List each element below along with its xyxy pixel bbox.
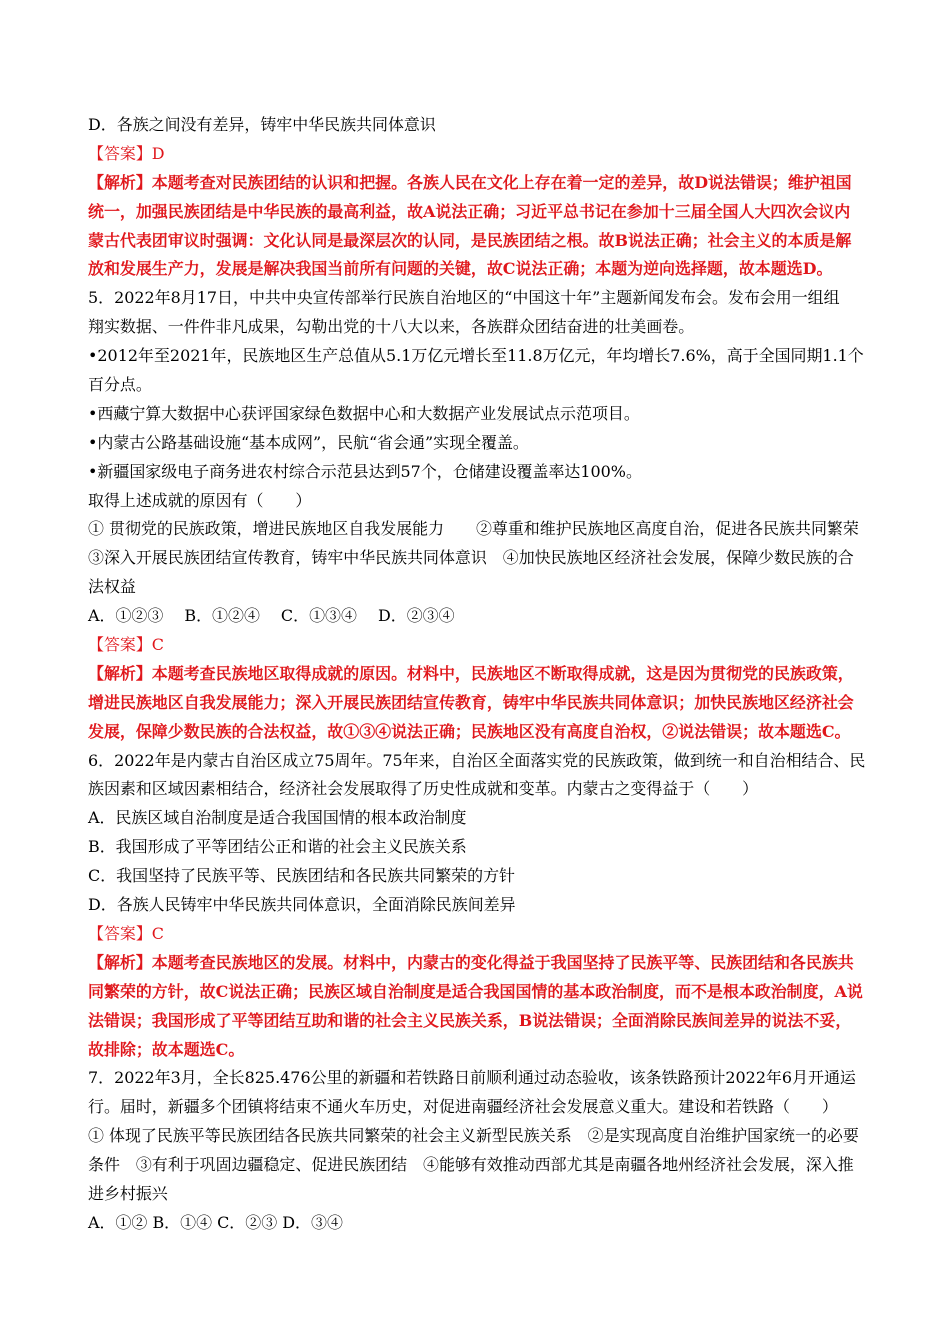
analysis-line: 增进民族地区自我发展能力；深入开展民族团结宣传教育，铸牢中华民族共同体意识；加快民族地区经济社会 bbox=[88, 692, 854, 712]
analysis-line: 发展，保障少数民族的合法权益，故①③④说法正确；民族地区没有高度自治权，②说法错误；故本题选C。 bbox=[88, 721, 851, 741]
text-line: ① 体现了民族平等民族团结各民族共同繁荣的社会主义新型民族关系 ②是实现高度自治维护国家统一的必要 bbox=[88, 1126, 859, 1146]
text-line: ① 贯彻党的民族政策，增进民族地区自我发展能力 ②尊重和维护民族地区高度自治，促进各民族共同繁荣 bbox=[88, 519, 859, 539]
answer-line: 【答案】D bbox=[88, 143, 165, 163]
text-line: •内蒙古公路基础设施“基本成网”，民航“省会通”实现全覆盖。 bbox=[88, 432, 529, 452]
analysis-line: 【解析】本题考查对民族团结的认识和把握。各族人民在文化上存在着一定的差异，故D说法错误；维护祖国 bbox=[88, 172, 852, 192]
analysis-line: 故排除；故本题选C。 bbox=[88, 1039, 245, 1059]
text-line: ③深入开展民族团结宣传教育，铸牢中华民族共同体意识 ④加快民族地区经济社会发展，保障少数民族的合 bbox=[88, 548, 854, 568]
analysis-line: 放和发展生产力，发展是解决我国当前所有问题的关键，故C说法正确；本题为逆向选择题，故本题选D。 bbox=[88, 259, 833, 279]
text-line: •2012年至2021年，民族地区生产总值从5.1万亿元增长至11.8万亿元，年均增长7.6%，高于全国同期1.1个 bbox=[88, 346, 864, 366]
text-line: 6．2022年是内蒙古自治区成立75周年。75年来，自治区全面落实党的民族政策，做到统一和自治相结合、民 bbox=[88, 750, 866, 770]
text-line: A．民族区域自治制度是适合我国国情的根本政治制度 bbox=[88, 808, 467, 828]
text-line: C．我国坚持了民族平等、民族团结和各民族共同繁荣的方针 bbox=[88, 866, 515, 886]
text-line: 进乡村振兴 bbox=[88, 1183, 168, 1203]
analysis-line: 同繁荣的方针，故C说法正确；民族区域自治制度是适合我国国情的基本政治制度，而不是根本政治制度，A说 bbox=[88, 981, 863, 1001]
document-page bbox=[88, 111, 908, 1238]
text-line: D．各族人民铸牢中华民族共同体意识，全面消除民族间差异 bbox=[88, 895, 516, 915]
text-line: 翔实数据、一件件非凡成果，勾勒出党的十八大以来，各族群众团结奋进的壮美画卷。 bbox=[88, 317, 695, 337]
text-line: 7．2022年3月，全长825.476公里的新疆和若铁路日前顺利通过动态验收，该条铁路预计2022年6月开通运 bbox=[88, 1068, 856, 1088]
text-line: •新疆国家级电子商务进农村综合示范县达到57个，仓储建设覆盖率达100%。 bbox=[88, 461, 642, 481]
answer-line: 【答案】C bbox=[88, 635, 165, 655]
text-line: 百分点。 bbox=[88, 375, 152, 395]
answer-line: 【答案】C bbox=[88, 923, 165, 943]
text-line: 法权益 bbox=[88, 577, 136, 597]
analysis-line: 蒙古代表团审议时强调：文化认同是最深层次的认同，是民族团结之根。故B说法正确；社会主义的本质是解 bbox=[88, 230, 852, 250]
text-line: A．①②③ B．①②④ C．①③④ D．②③④ bbox=[88, 606, 455, 626]
analysis-line: 【解析】本题考查民族地区取得成就的原因。材料中，民族地区不断取得成就，这是因为贯彻党的民族政策， bbox=[88, 663, 854, 683]
analysis-line: 【解析】本题考查民族地区的发展。材料中，内蒙古的变化得益于我国坚持了民族平等、民族团结和各民族共 bbox=[88, 952, 854, 972]
text-line: D．各族之间没有差异，铸牢中华民族共同体意识 bbox=[88, 115, 436, 134]
text-line: 取得上述成就的原因有（ ） bbox=[88, 490, 312, 510]
text-line: A．①② B．①④ C．②③ D．③④ bbox=[88, 1212, 343, 1232]
text-line: 族因素和区域因素相结合，经济社会发展取得了历史性成就和变革。内蒙古之变得益于（ ） bbox=[88, 779, 759, 799]
text-line: 条件 ③有利于巩固边疆稳定、促进民族团结 ④能够有效推动西部尤其是南疆各地州经济社会发展，深入推 bbox=[88, 1155, 854, 1175]
text-line: 5．2022年8月17日，中共中央宣传部举行民族自治地区的“中国这十年”主题新闻发布会。发布会用一组组 bbox=[88, 288, 840, 308]
text-line: •西藏宁算大数据中心获评国家绿色数据中心和大数据产业发展试点示范项目。 bbox=[88, 403, 640, 423]
analysis-line: 统一，加强民族团结是中华民族的最高利益，故A说法正确；习近平总书记在参加十三届全国人大四次会议内 bbox=[88, 201, 851, 221]
text-line: B．我国形成了平等团结公正和谐的社会主义民族关系 bbox=[88, 837, 467, 857]
analysis-line: 法错误；我国形成了平等团结互助和谐的社会主义民族关系，B说法错误；全面消除民族间差异的说法不妥， bbox=[88, 1010, 852, 1030]
text-line: 行。届时，新疆多个团镇将结束不通火车历史，对促进南疆经济社会发展意义重大。建设和若铁路（ ） bbox=[88, 1097, 838, 1117]
